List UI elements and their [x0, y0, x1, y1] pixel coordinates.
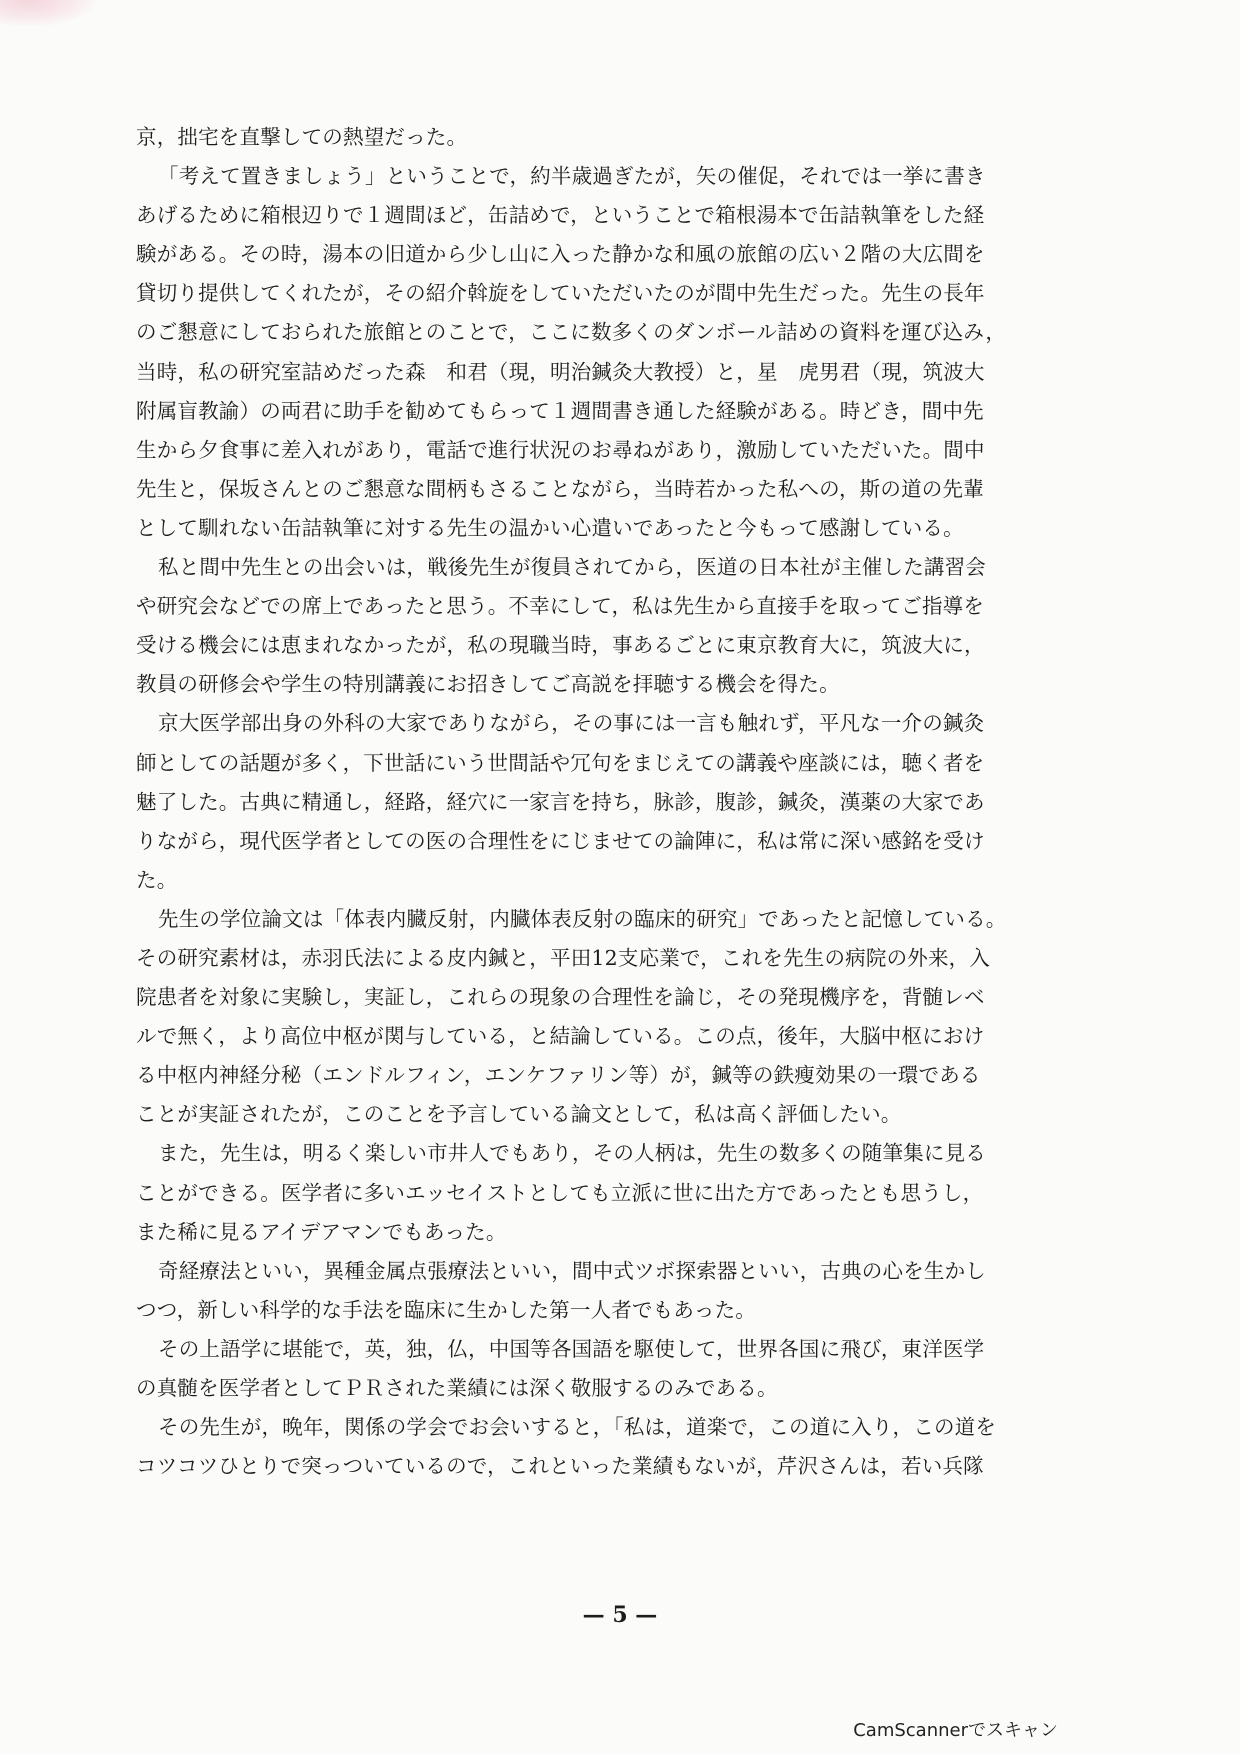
text-line: ルで無く，より高位中枢が関与している，と結論している。この点，後年，大脳中枢におけ — [136, 1024, 985, 1049]
text-line: その先生が，晩年，関係の学会でお会いすると，「私は，道楽で，この道に入り，この道を — [158, 1415, 997, 1440]
text-line: た。 — [136, 867, 178, 892]
text-line: つつ，新しい科学的な手法を臨床に生かした第一人者でもあった。 — [136, 1297, 756, 1322]
text-line: 当時，私の研究室詰めだった森 和君（現，明治鍼灸大教授）と，星 虎男君（現，筑波大 — [136, 359, 985, 384]
text-line: その研究素材は，赤羽氏法による皮内鍼と，平田12支応業で，これを先生の病院の外来，入 — [136, 945, 991, 970]
corner-smudge — [0, 0, 95, 26]
text-line: 京大医学部出身の外科の大家でありながら，その事には一言も触れず，平凡な一介の鍼灸 — [158, 711, 985, 736]
text-line: の真髄を医学者としてＰＲされた業績には深く敬服するのみである。 — [136, 1376, 778, 1400]
text-line: や研究会などでの席上であったと思う。不幸にして，私は先生から直接手を取ってご指導を — [136, 594, 985, 619]
text-line: その上語学に堪能で，英，独，仏，中国等各国語を駆使して，世界各国に飛び，東洋医学 — [158, 1336, 985, 1361]
text-line: 京，拙宅を直撃しての熱望だった。 — [136, 125, 468, 149]
text-line: 生から夕食事に差入れがあり，電話で進行状況のお尋ねがあり，激励していただいた。間中 — [136, 437, 985, 462]
text-line: る中枢内神経分秘（エンドルフィン，エンケファリン等）が，鍼等の鉄瘦効果の一環である — [136, 1063, 981, 1088]
text-line: 験がある。その時，湯本の旧道から少し山に入った静かな和風の旅館の広い２階の大広間を — [136, 242, 985, 267]
text-line: 私と間中先生との出会いは，戦後先生が復員されてから，医道の日本社が主催した講習会 — [158, 555, 986, 580]
text-line: 貸切り提供してくれたが，その紹介斡旋をしていただいたのが間中先生だった。先生の長年 — [136, 281, 985, 306]
text-line: 魅了した。古典に精通し，経路，経穴に一家言を持ち，脉診，腹診，鍼灸，漢薬の大家であ — [136, 789, 985, 814]
text-line: 院患者を対象に実験し，実証し，これらの現象の合理性を論じ，その発現機序を，背髄レベ — [136, 985, 985, 1010]
text-line: 先生の学位論文は「体表内臓反射，内臓体表反射の臨床的研究」であったと記憶している。 — [158, 906, 1007, 931]
scanner-watermark: CamScannerでスキャン — [853, 1720, 1058, 1741]
text-line: 附属盲教諭）の両君に助手を勧めてもらって１週間書き通した経験がある。時どき，間中先 — [136, 398, 984, 423]
text-line: 奇経療法といい，異種金属点張療法といい，間中式ツボ探索器といい，古典の心を生かし — [158, 1258, 986, 1283]
text-line: あげるために箱根辺りで１週間ほど，缶詰めで，ということで箱根湯本で缶詰執筆をした経 — [136, 203, 985, 228]
text-line: コツコツひとりで突っついているので，これといった業績もないが，芹沢さんは，若い兵隊 — [136, 1454, 984, 1479]
text-line: ことができる。医学者に多いエッセイストとしても立派に世に出た方であったとも思うし， — [136, 1180, 984, 1205]
text-line: 師としての話題が多く，下世話にいう世間話や冗句をまじえての講義や座談には，聴く者を — [136, 750, 985, 775]
body-text — [136, 118, 1104, 1486]
text-line: また稀に見るアイデアマンでもあった。 — [136, 1219, 507, 1244]
text-line: りながら，現代医学者としての医の合理性をにじませての論陣に，私は常に深い感銘を受け — [136, 828, 985, 853]
text-line: 「考えて置きましょう」ということで，約半歳過ぎたが，矢の催促，それでは一挙に書き — [158, 164, 986, 189]
text-line: のご懇意にしておられた旅館とのことで，ここに数多くのダンボール詰めの資料を運び込み， — [136, 320, 1007, 345]
text-line: 受ける機会には恵まれなかったが，私の現職当時，事あるごとに東京教育大に，筑波大に， — [136, 633, 985, 658]
text-line: ことが実証されたが，このことを予言している論文として，私は高く評価したい。 — [136, 1102, 902, 1127]
text-line: 教員の研修会や学生の特別講義にお招きしてご高説を拝聴する機会を得た。 — [136, 672, 840, 697]
text-line: また，先生は，明るく楽しい市井人でもあり，その人柄は，先生の数多くの随筆集に見る — [158, 1141, 986, 1166]
page-number: — 5 — — [582, 1602, 658, 1628]
text-line: として馴れない缶詰執筆に対する先生の温かい心遣いであったと今もって感謝している。 — [136, 515, 964, 540]
text-line: 先生と，保坂さんとのご懇意な間柄もさることながら，当時若かった私への，斯の道の先輩 — [136, 476, 984, 501]
